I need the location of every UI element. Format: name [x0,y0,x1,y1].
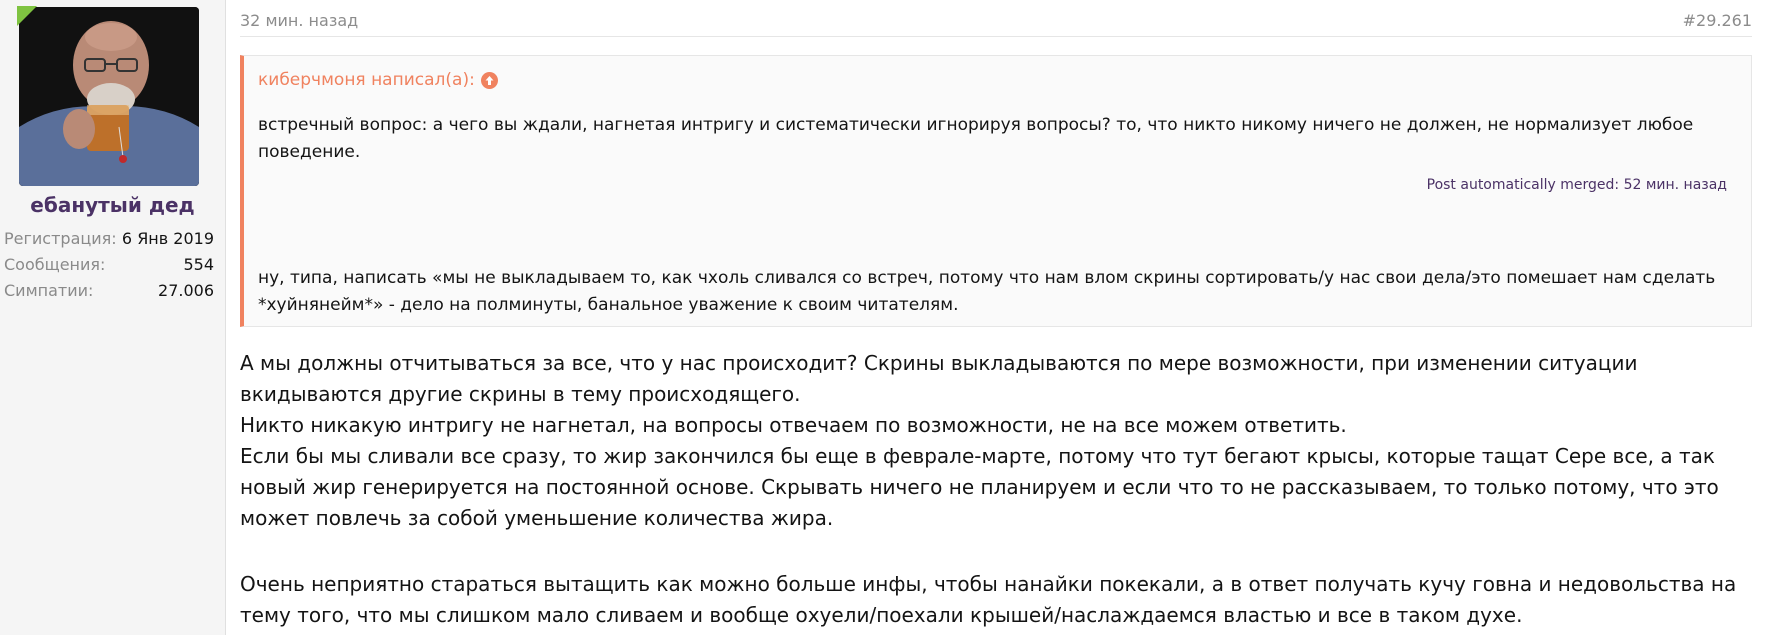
quote-text: встречный вопрос: а чего вы ждали, нагнетая интригу и систематически игнорируя вопросы? то, что никто никому ничего не должен, не нормализует любое поведение. [258,115,1694,162]
quote-text: ну, типа, написать «мы не выкладываем то, как чхоль сливался со встреч, потому что нам влом скрины сортировать/у нас свои дела/это помешает нам сделать *хуйнянейм*» - дело на полминуты, банальное уважение к своим читателям. [258,268,1716,315]
stat-label: Сообщения: [4,255,106,274]
stat-value: 554 [183,255,214,274]
online-status-badge [17,6,37,26]
quote-block [240,55,1752,327]
stat-value: 6 Янв 2019 [121,229,214,248]
post-timestamp[interactable]: 32 мин. назад [240,11,359,30]
post-merged-note: Post automatically merged: 52 мин. назад [1426,177,1727,193]
stat-label: Регистрация: [4,229,117,248]
stat-row-registration [4,229,214,255]
stat-row-messages [4,255,214,281]
post-permalink[interactable]: #29.261 [1682,11,1752,30]
quote-author-text: киберчмоня написал(а): [258,70,475,90]
post-paragraph: Если бы мы сливали все сразу, то жир закончился бы еще в феврале-марте, потому что тут бегают крысы, которые тащат Сере все, а так новый жир генерируется на постоянной основе. Скрывать ничего не планируем и если что то не рассказываем, то только потому, что это может повлечь за собой уменьшение количества жира. [240,444,1719,530]
arrow-up-circle-icon[interactable] [481,72,498,89]
stat-row-likes [4,281,214,307]
quote-author-link[interactable] [258,70,498,90]
post-paragraph: Никто никакую интригу не нагнетал, на вопросы отвечаем по возможности, не на все можем ответить. [240,413,1347,437]
username-link[interactable]: ебанутый дед [30,193,195,217]
user-stats [4,229,214,307]
stat-value: 27.006 [158,281,214,300]
stat-label: Симпатии: [4,281,94,300]
post-paragraph: А мы должны отчитываться за все, что у нас происходит? Скрины выкладываются по мере возможности, при изменении ситуации вкидываются другие скрины в тему происходящего. [240,351,1638,406]
user-avatar[interactable] [19,7,199,186]
post-header [240,8,1752,37]
post-paragraph: Очень неприятно стараться вытащить как можно больше инфы, чтобы нанайки покекали, а в ответ получать кучу говна и недовольства на тему того, что мы слишком мало сливаем и вообще охуели/поехали крышей/наслаждаемся властью и все в таком духе. [240,572,1737,627]
user-info-panel [0,0,226,635]
